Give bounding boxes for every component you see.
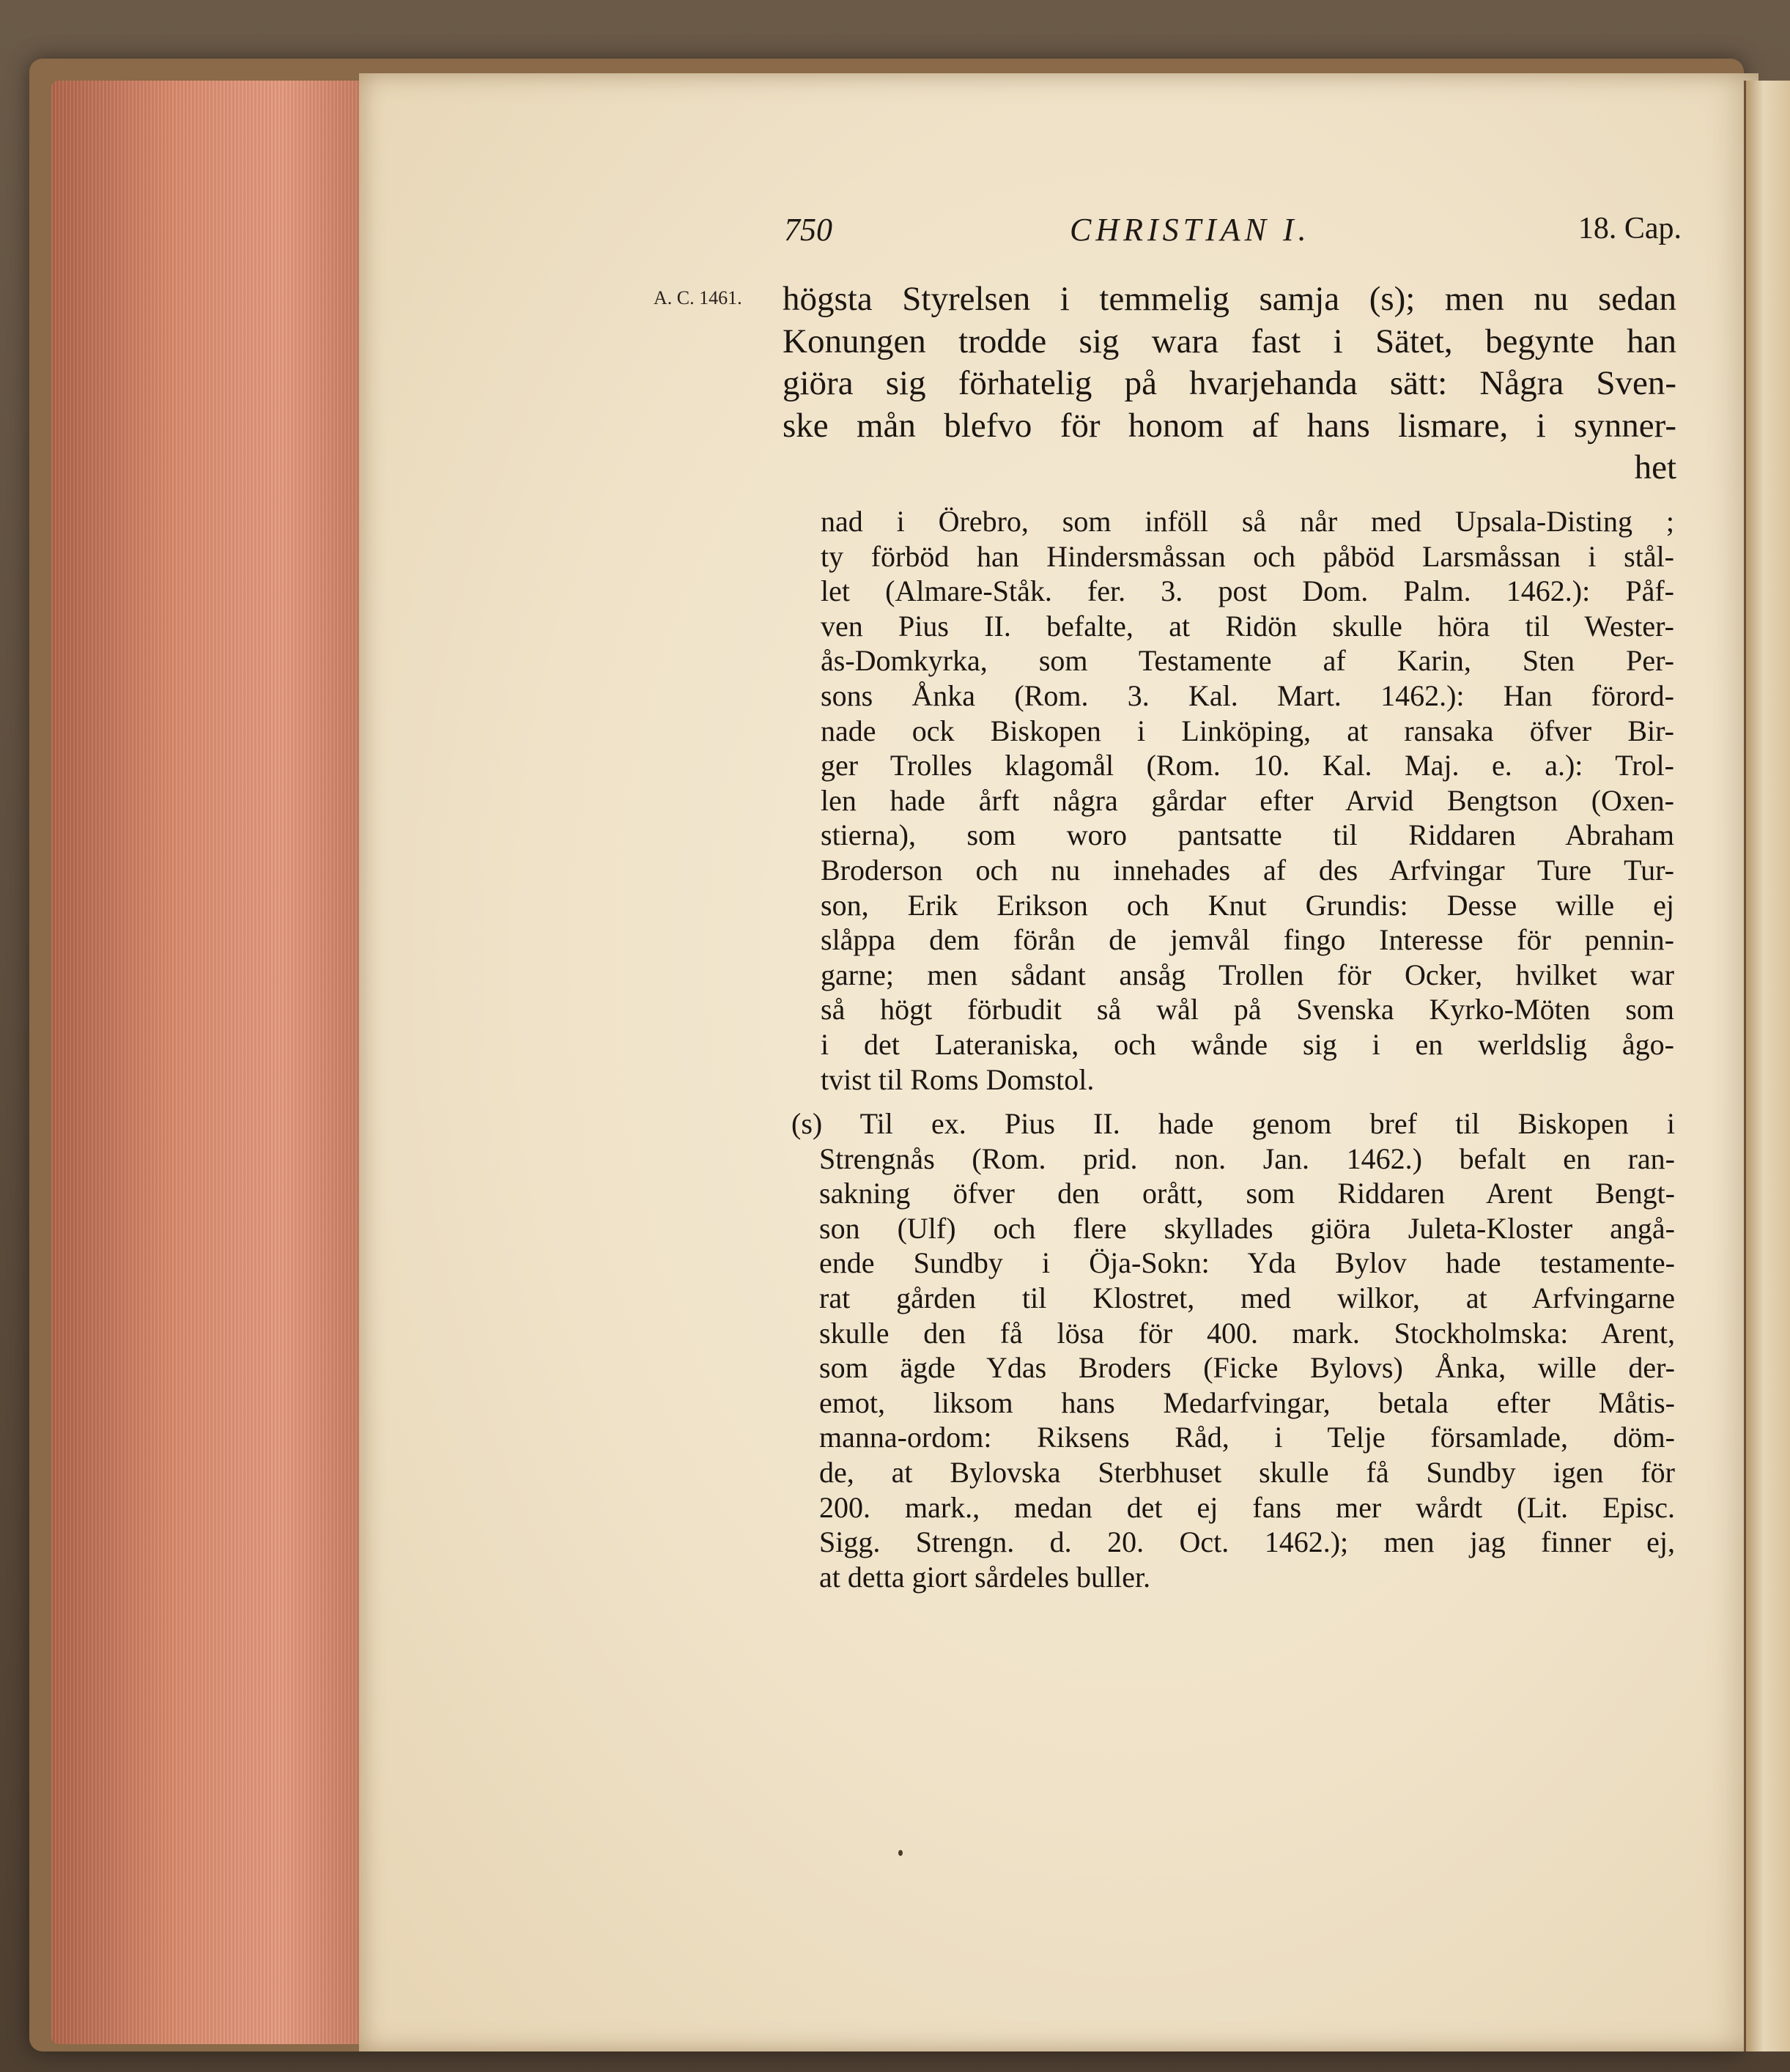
page-header (784, 211, 1682, 255)
footnote-line: sakning öfver den orått, som Riddaren Arent Bengt- (819, 1177, 1675, 1210)
footnote-line: så högt förbudit så wål på Svenska Kyrko-Möten som (821, 993, 1674, 1026)
footnote-line: rat gården til Klostret, med wilkor, at Arfvingarne (819, 1281, 1675, 1314)
footnote-line: i det Lateraniska, och wånde sig i en werldslig ågo- (821, 1027, 1674, 1061)
footnote-line: ende Sundby i Öja-Sokn: Yda Bylov hade testamente- (819, 1246, 1675, 1280)
footnote-line: manna-ordom: Riksens Råd, i Telje församlade, döm- (819, 1421, 1675, 1454)
footnote-line: nade ock Biskopen i Linköping, at ransaka öfver Bir- (821, 714, 1674, 747)
main-line: Konungen trodde sig wara fast i Sätet, begynte han (783, 322, 1676, 360)
footnote-line: 200. mark., medan det ej fans mer wårdt (Lit. Episc. (819, 1490, 1675, 1524)
footnote-line: som ägde Ydas Broders (Ficke Bylovs) Ånka, wille der- (819, 1351, 1675, 1385)
footnote-line: let (Almare-Ståk. fer. 3. post Dom. Palm. 1462.): Påf- (821, 574, 1674, 608)
footnote-line: skulle den få lösa för 400. mark. Stockholmska: Arent, (819, 1316, 1675, 1350)
footnote-line: garne; men sådant ansåg Trollen för Ocker, hvilket war (821, 958, 1674, 991)
footnote-line: ås-Domkyrka, som Testamente af Karin, Sten Per- (821, 644, 1674, 678)
footnote-line: stierna), som woro pantsatte til Riddaren Abraham (821, 818, 1674, 852)
main-text-block (783, 278, 1676, 489)
catchword: het (1634, 448, 1676, 486)
footnote-line: son, Erik Erikson och Knut Grundis: Desse wille ej (821, 888, 1674, 922)
footnote-line: tvist til Roms Domstol. (821, 1062, 1095, 1096)
main-line: högsta Styrelsen i temmelig samja (s); men nu sedan (783, 280, 1676, 318)
running-title: CHRISTIAN I. (1070, 212, 1311, 248)
chapter-label: 18. Cap. (1578, 212, 1682, 245)
main-line: giöra sig förhatelig på hvarjehanda sätt: Några Sven- (783, 364, 1676, 402)
footnote-line: at detta giort sårdeles buller. (819, 1560, 1151, 1594)
footnote-line: nad i Örebro, som inföll så når med Upsala-Disting ; (821, 505, 1674, 538)
page-fore-edges (51, 81, 359, 2044)
margin-year-note: A. C. 1461. (654, 287, 742, 308)
footnote-line: Sigg. Strengn. d. 20. Oct. 1462.); men jag finner ej, (819, 1525, 1675, 1559)
footnote-line: (s) Til ex. Pius II. hade genom bref til Biskopen i (791, 1107, 1675, 1140)
page-number: 750 (784, 212, 832, 248)
footnote-line: Broderson och nu innehades af des Arfvingar Ture Tur- (821, 853, 1674, 887)
main-line: ske mån blefvo för honom af hans lismare, i synner- (783, 406, 1676, 445)
footnote-line: ger Trolles klagomål (Rom. 10. Kal. Maj. e. a.): Trol- (821, 749, 1674, 782)
footnote-line: ty förböd han Hindersmåssan och påböd Larsmåssan i stål- (821, 539, 1674, 573)
footnote-line: ven Pius II. befalte, at Ridön skulle höra til Wester- (821, 609, 1674, 643)
footnote-line: Strengnås (Rom. prid. non. Jan. 1462.) befalt en ran- (819, 1142, 1675, 1175)
footnote-line: len hade årft några gårdar efter Arvid Bengtson (Oxen- (821, 783, 1674, 817)
ink-speck (898, 1850, 903, 1856)
facing-page-edge (1744, 81, 1790, 2051)
footnote-r (821, 504, 1674, 1097)
footnote-line: son (Ulf) och flere skyllades giöra Juleta-Kloster angå- (819, 1211, 1675, 1245)
footnote-line: de, at Bylovska Sterbhuset skulle få Sundby igen för (819, 1455, 1675, 1489)
footnote-s (791, 1106, 1675, 1594)
footnote-line: emot, liksom hans Medarfvingar, betala efter Måtis- (819, 1385, 1675, 1419)
footnote-line: sons Ånka (Rom. 3. Kal. Mart. 1462.): Han förord- (821, 678, 1674, 712)
footnote-line: slåppa dem förån de jemvål fingo Interesse för pennin- (821, 923, 1674, 957)
